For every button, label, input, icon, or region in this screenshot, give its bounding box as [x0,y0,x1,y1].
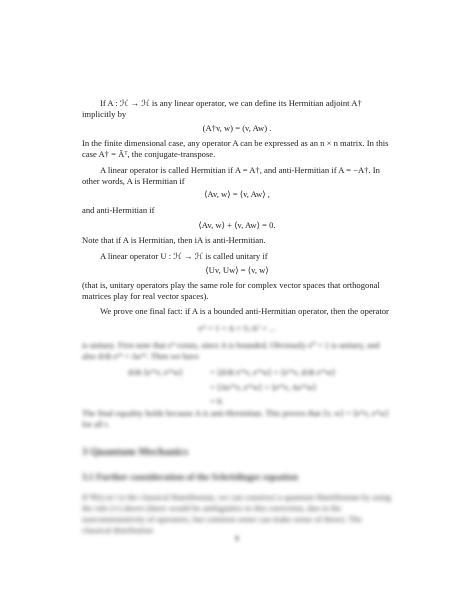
equation-derivative-line-1-rhs: = ⟨d/dt eᵗᴬv, eᵗᴬw⟩ + ⟨eᵗᴬv, d/dt eᵗᴬw⟩ [210,367,336,377]
equation-derivative-line-3: = 0. [210,396,224,406]
paragraph-quantum-hamiltonian: If Ψ(t) at t is the classical Hamiltonian, we can construct a quantum Hamiltonian by using the rule (∗) above (there would be ambiguities in this correction, due to the noncommutativity of operators, but common sense can make sense of these). The classical distribution [82,492,391,535]
section-heading: 3 Quantum Mechanics [82,446,189,458]
page-number: 8 [235,534,239,543]
equation-derivative-line-2: = ⟨Aeᵗᴬv, eᵗᴬw⟩ + ⟨eᵗᴬv, Aeᵗᴬw⟩ [210,382,317,392]
equation-unitary: ⟨Uv, Uw⟩ = ⟨v, w⟩ [205,265,269,275]
equation-derivative-line-1: d/dt ⟨eᵗᴬv, eᵗᴬw⟩ [128,367,183,377]
paragraph-finite-dimensional: In the finite dimensional case, any operator A can be expressed as an n × n matrix. In this case A† = Āᵀ, the conjugate-transpose. [82,138,389,159]
paragraph-note-ia: Note that if A is Hermitian, then iA is anti-Hermitian. [82,235,266,245]
paragraph-unitary-remark: (that is, unitary operators play the same role for complex vector spaces that orthogonal matrices play for real vector spaces). [82,280,380,301]
equation-exponential: eᴬ = 1 + A + ½ A² + ... [198,323,276,333]
paragraph-unitary-proof: is unitary. First note that eᴬ exists, since A is bounded. Obviously e⁰ = 1 is unitary, and also d/dt eᵗᴬ = Aeᵗᴬ. Then we have [82,340,380,361]
paragraph-proof-conclusion: The final equality holds because A is anti-Hermitian. This proves that ⟨v, w⟩ = ⟨eᴬv, eᴬw⟩ for all t. [82,408,389,429]
paragraph-unitary-definition: A linear operator U : ℋ → ℋ is called unitary if [100,251,268,261]
paragraph-final-fact: We prove one final fact: if A is a bounded anti-Hermitian operator, then the operator [100,306,389,316]
paragraph-hermitian-adjoint-intro: If A : ℋ → ℋ is any linear operator, we can define its Hermitian adjoint A† implicitly by [82,98,362,119]
subsection-heading: 3.1 Further consideration of the Schrödinger equation [82,473,299,483]
equation-anti-hermitian: ⟨Av, w⟩ + ⟨v, Aw⟩ = 0. [198,220,276,230]
equation-hermitian: ⟨Av, w⟩ = ⟨v, Aw⟩ , [204,189,270,199]
paragraph-anti-hermitian-lead: and anti-Hermitian if [82,205,155,215]
equation-adjoint-definition: (A†v, w) = (v, Aw) . [202,123,272,133]
paragraph-hermitian-definition: A linear operator is called Hermitian if A = A†, and anti-Hermitian if A = −A†. In other words, A is Hermitian if [82,165,380,186]
